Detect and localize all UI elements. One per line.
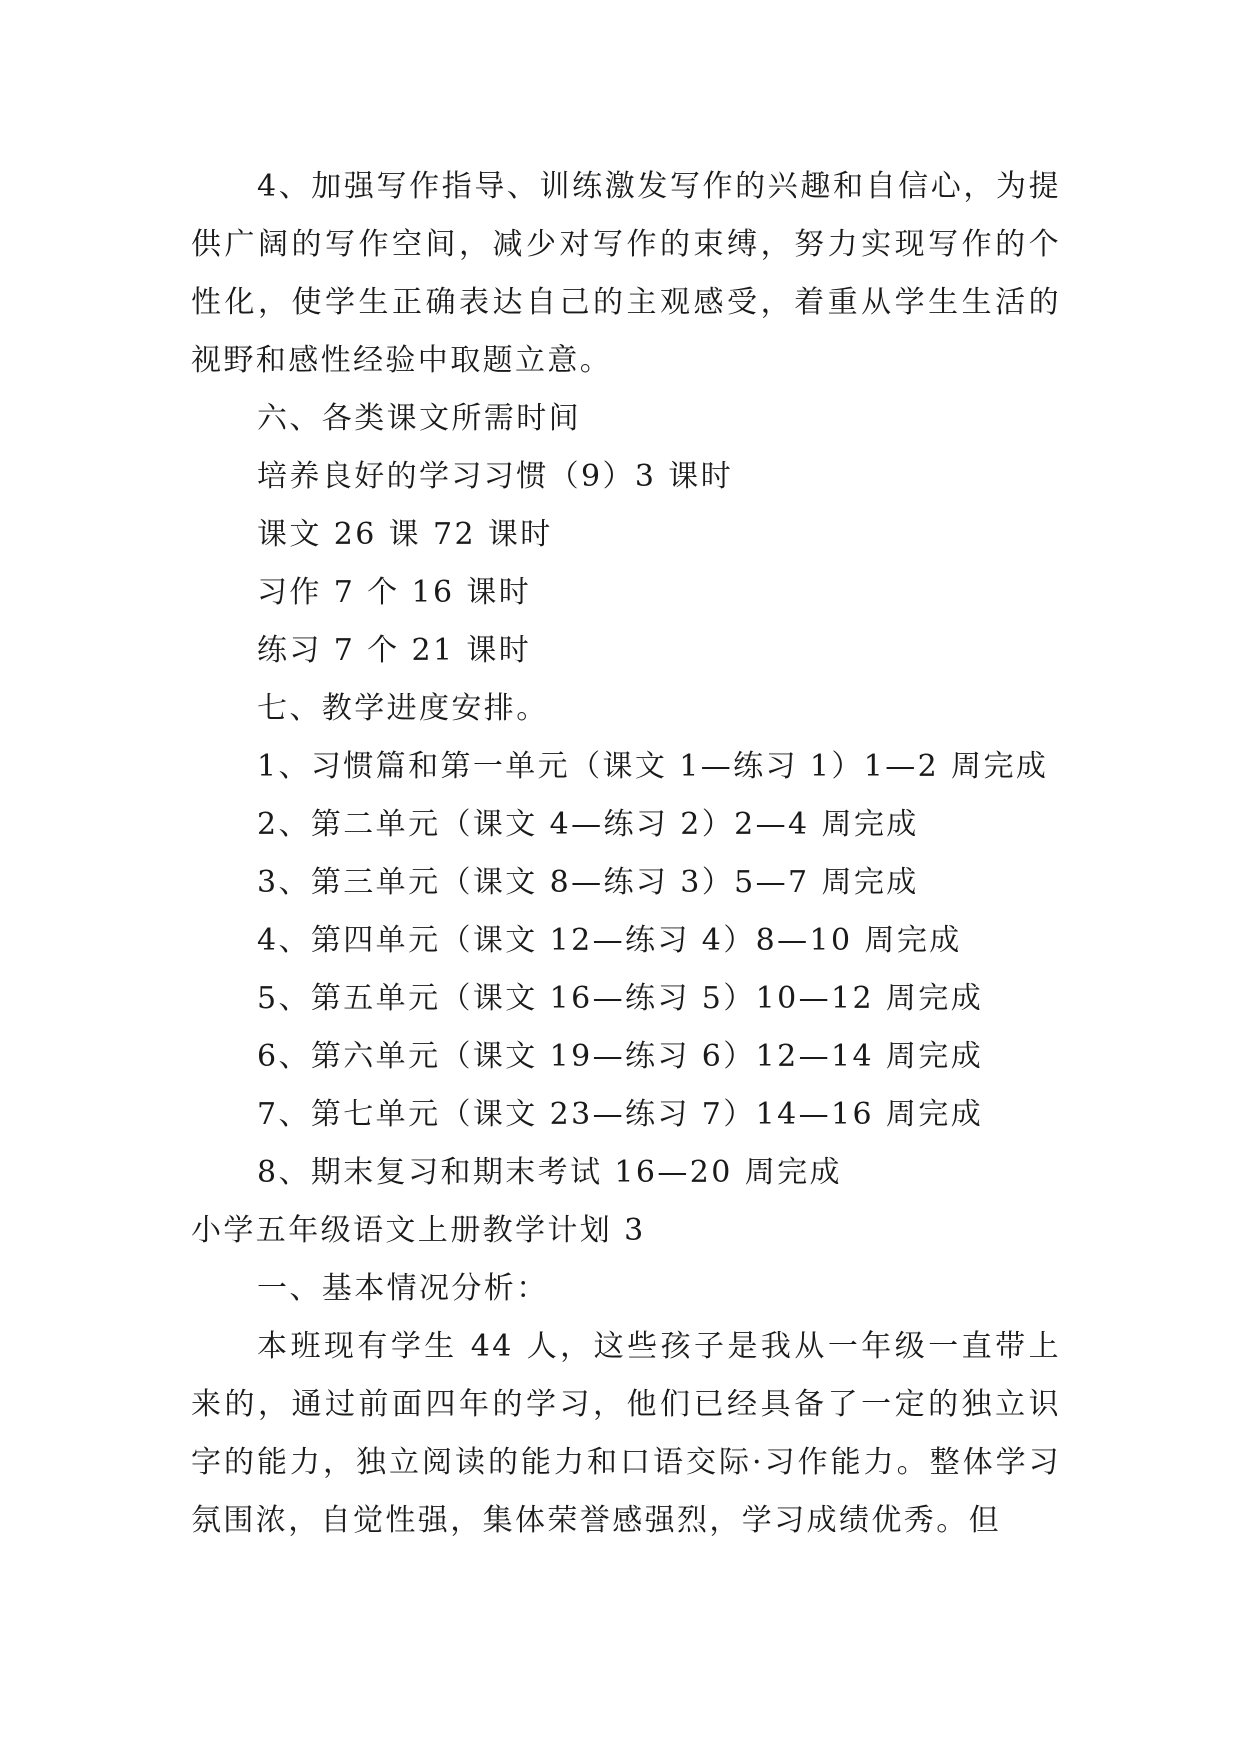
document-body — [191, 158, 1061, 1550]
paragraph-writing-guidance: 4、加强写作指导、训练激发写作的兴趣和自信心，为提供广阔的写作空间，减少对写作的束缚，努力实现写作的个性化，使学生正确表达自己的主观感受，着重从学生生活的视野和感性经验中取题立意。 — [191, 169, 1061, 378]
section-heading-situation: 一、基本情况分析： — [257, 1271, 549, 1306]
time-item-exercises: 练习 7 个 21 课时 — [257, 633, 532, 668]
schedule-item-5: 5、第五单元（课文 16—练习 5）10—12 周完成 — [257, 981, 984, 1016]
section-heading-lesson-time: 六、各类课文所需时间 — [257, 401, 581, 436]
document-title-plan-3: 小学五年级语文上册教学计划 3 — [191, 1213, 646, 1248]
schedule-item-2: 2、第二单元（课文 4—练习 2）2—4 周完成 — [257, 807, 919, 842]
time-item-texts: 课文 26 课 72 课时 — [257, 517, 553, 552]
schedule-item-3: 3、第三单元（课文 8—练习 3）5—7 周完成 — [257, 865, 919, 900]
schedule-item-8: 8、期末复习和期末考试 16—20 周完成 — [257, 1155, 842, 1190]
schedule-item-6: 6、第六单元（课文 19—练习 6）12—14 周完成 — [257, 1039, 984, 1074]
schedule-item-7: 7、第七单元（课文 23—练习 7）14—16 周完成 — [257, 1097, 984, 1132]
section-heading-schedule: 七、教学进度安排。 — [257, 691, 549, 726]
schedule-item-4: 4、第四单元（课文 12—练习 4）8—10 周完成 — [257, 923, 962, 958]
paragraph-class-analysis: 本班现有学生 44 人，这些孩子是我从一年级一直带上来的，通过前面四年的学习，他们已经具备了一定的独立识字的能力，独立阅读的能力和口语交际·习作能力。整体学习氛围浓，自觉性强，集体荣誉感强烈，学习成绩优秀。但 — [191, 1329, 1061, 1538]
time-item-habits: 培养良好的学习习惯（9）3 课时 — [257, 459, 734, 494]
schedule-item-1: 1、习惯篇和第一单元（课文 1—练习 1）1—2 周完成 — [257, 749, 1049, 784]
time-item-compositions: 习作 7 个 16 课时 — [257, 575, 532, 610]
